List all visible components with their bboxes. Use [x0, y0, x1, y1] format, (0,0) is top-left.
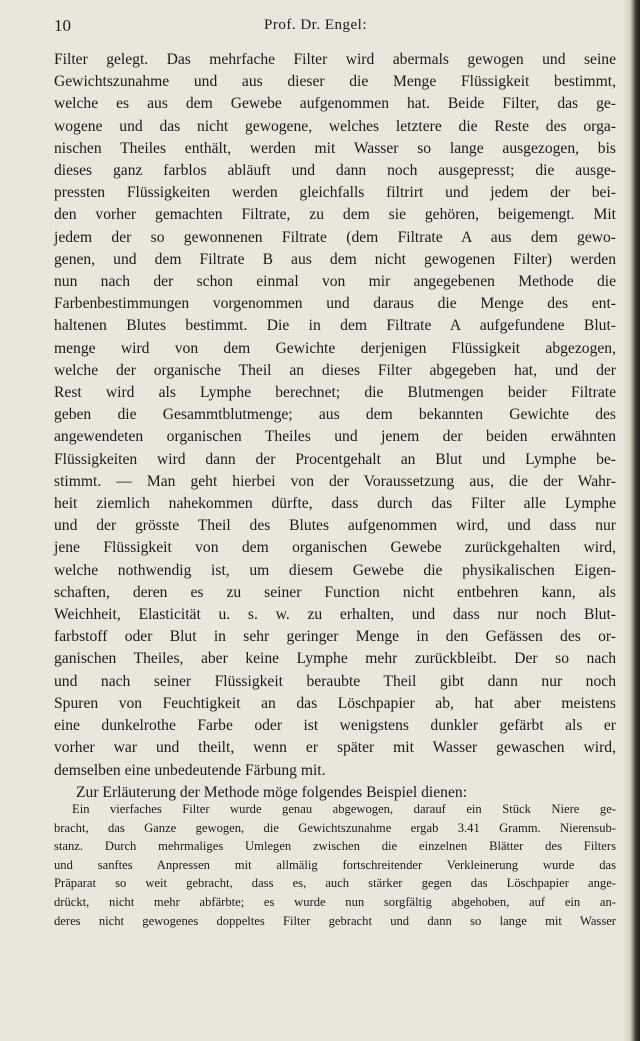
- text-line: ganischen Theiles, aber keine Lymphe mehr zurückbleibt. Der so nach: [54, 650, 616, 668]
- page-header: [54, 16, 614, 40]
- text-line: Rest wird als Lymphe berechnet; die Blutmengen beider Filtrate: [54, 384, 616, 402]
- text-line: wogene und das nicht gewogene, welches letztere die Reste des orga-: [54, 117, 616, 135]
- text-line: heit ziemlich nahekommen dürfte, dass durch das Filter alle Lymphe: [54, 495, 616, 513]
- page-number: 10: [54, 16, 71, 35]
- text-line: Spuren von Feuchtigkeit an das Löschpapier ab, hat aber meistens: [54, 694, 616, 712]
- text-line: jedem der so gewonnenen Filtrate (dem Filtrate A aus dem gewo-: [54, 228, 616, 246]
- text-line: genen, und dem Filtrate B aus dem nicht gewogenen Filter) werden: [54, 250, 616, 268]
- text-line: geben die Gesammtblutmenge; aus dem bekannten Gewichte des: [54, 406, 616, 424]
- text-line: pressten Flüssigkeiten werden gleichfalls filtrirt und jedem der bei-: [54, 184, 616, 202]
- text-line: welche es aus dem Gewebe aufgenommen hat. Beide Filter, das ge-: [54, 95, 616, 113]
- text-line: und der grösste Theil des Blutes aufgenommen wird, und dass nur: [54, 517, 616, 535]
- running-head: Prof. Dr. Engel:: [264, 17, 367, 33]
- text-line: haltenen Blutes bestimmt. Die in dem Filtrate A aufgefundene Blut-: [54, 317, 616, 335]
- text-line: welche nothwendig ist, um diesem Gewebe die physikalischen Eigen-: [54, 561, 616, 579]
- small-text-line: Präparat so weit gebracht, dass es, auch stärker gegen das Löschpapier ange-: [54, 876, 616, 891]
- small-text-line: drückt, nicht mehr abfärbte; es wurde nun sorgfältig abgehoben, auf ein an-: [54, 894, 616, 909]
- text-line: Filter gelegt. Das mehrfache Filter wird abermals gewogen und seine: [54, 51, 616, 68]
- text-line: demselben eine unbedeutende Färbung mit.: [54, 761, 326, 779]
- text-line: Weichheit, Elasticität u. s. w. zu erhalten, und dass nur noch Blut-: [54, 606, 616, 624]
- small-text-line: und sanftes Anpressen mit allmälig fortschreitender Verkleinerung wurde das: [54, 857, 616, 872]
- text-line: dieses ganz farblos abläuft und dann noch ausgepresst; die ausge-: [54, 162, 616, 180]
- text-line: und nach seiner Flüssigkeit beraubte Theil gibt dann nur noch: [54, 672, 616, 690]
- text-line: stimmt. — Man geht hierbei von der Voraussetzung aus, die der Wahr-: [54, 472, 616, 490]
- text-line: jene Flüssigkeit von dem organischen Gewebe zurückgehalten wird,: [54, 539, 616, 557]
- text-line: nun nach der schon einmal von mir angegebenen Methode die: [54, 273, 616, 291]
- text-line: angewendeten organischen Theiles und jenem der beiden erwähnten: [54, 428, 616, 446]
- body-paragraph: [54, 49, 616, 804]
- text-line: Flüssigkeiten wird dann der Procentgehalt an Blut und Lymphe be-: [54, 450, 616, 468]
- text-line: eine dunkelrothe Farbe oder ist wenigstens dunkler gefärbt als er: [54, 717, 616, 735]
- small-text-line: Ein vierfaches Filter wurde genau abgewogen, darauf ein Stück Niere ge-: [72, 802, 616, 816]
- small-text-line: deres nicht gewogenes doppeltes Filter gebracht und dann so lange mit Wasser: [54, 913, 616, 928]
- text-line: farbstoff oder Blut in sehr geringer Menge in den Gefässen des or-: [54, 628, 616, 646]
- text-line: welche der organische Theil an dieses Filter abgegeben hat, und der: [54, 361, 616, 379]
- text-line: schaften, deren es zu seiner Function nicht entbehren kann, als: [54, 583, 616, 601]
- example-intro: Zur Erläuterung der Methode möge folgendes Beispiel dienen:: [76, 783, 468, 801]
- small-text-line: stanz. Durch mehrmaliges Umlegen zwischen die einzelnen Blätter des Filters: [54, 839, 616, 854]
- text-line: den vorher gemachten Filtrate, zu dem sie gehören, beigemengt. Mit: [54, 206, 616, 224]
- text-line: Gewichtszunahme und aus dieser die Menge Flüssigkeit bestimmt,: [54, 73, 616, 91]
- text-line: nischen Theiles enthält, werden mit Wasser so lange ausgezogen, bis: [54, 139, 616, 157]
- text-line: menge wird von dem Gewichte derjenigen Flüssigkeit abgezogen,: [54, 339, 616, 357]
- text-line: Farbenbestimmungen vorgenommen und daraus die Menge des ent-: [54, 295, 616, 313]
- example-paragraph: [54, 800, 616, 930]
- page-edge-shadow: [624, 0, 640, 1041]
- small-text-line: bracht, das Ganze gewogen, die Gewichtszunahme ergab 3.41 Gramm. Nierensub-: [54, 820, 616, 835]
- text-line: vorher war und theilt, wenn er später mit Wasser gewaschen wird,: [54, 739, 616, 757]
